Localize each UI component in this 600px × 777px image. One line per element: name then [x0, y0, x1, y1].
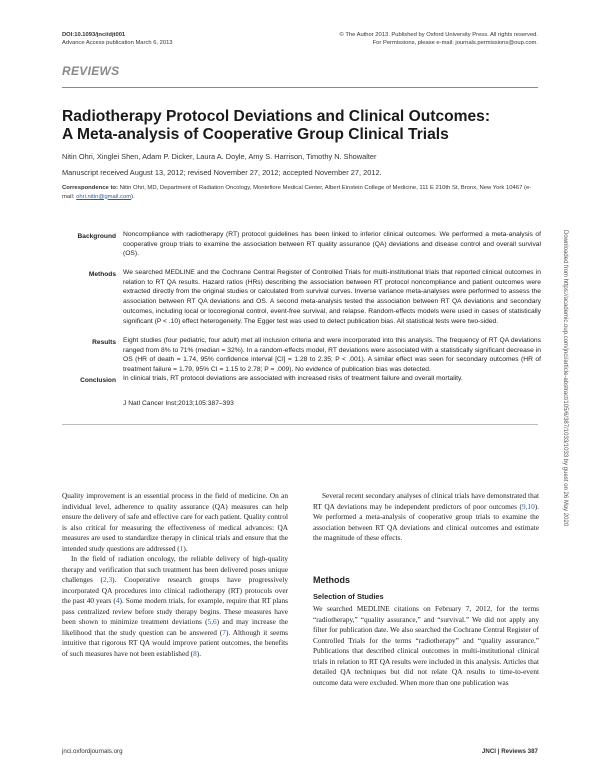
doi: DOI:10.1093/jnci/djt001 [62, 32, 126, 38]
reference-link[interactable]: 5,6 [207, 617, 217, 626]
correspondence [62, 184, 542, 201]
advance-access: Advance Access publication March 6, 2013 [62, 39, 173, 46]
reference-link[interactable]: 1 [179, 543, 184, 553]
reference-link[interactable]: 2,3 [102, 575, 113, 584]
intro-paragraph-2 [62, 554, 288, 659]
text-run: ). [196, 648, 202, 658]
intro-paragraph-3 [313, 491, 539, 544]
download-note-text: Downloaded from https://academic.oup.com/jnci/article-abstract/105/6/387/1033/1033 by guest on 26 May 2020 [562, 230, 568, 527]
abstract-conclusion: In clinical trials, RT protocol deviations are associated with increased risks of treatment failure and overall mortality. [123, 375, 463, 382]
title-line-1: Radiotherapy Protocol Deviations and Clinical Outcomes: [62, 108, 491, 125]
correspondence-email[interactable]: ohri.nitin@gmail.com [76, 193, 132, 200]
author-list: Nitin Ohri, Xinglei Shen, Adam P. Dicker, Laura A. Doyle, Amy S. Harrison, Timothy N. Showalter [62, 152, 377, 161]
abstract-results: Eight studies (four pediatric, four adult) met all inclusion criteria and were incorporated into this analysis. The frequency of RT QA deviations ranged from 8% to 71% (median = 32%). In a random-effects model, RT deviations were associated with a statistically significant decrease in OS (HR of death = 1.74, 95% confidence interval [CI] = 1.28 to 2.35; P < .001). A similar effect was seen for secondary outcomes (HR of treatment failure = 1.79, 95% CI = 1.15 to 2.78; P = .009). No evidence of publication bias was detected. [123, 337, 541, 374]
methods-heading: Methods [313, 575, 350, 585]
correspondence-close: ). [131, 193, 135, 200]
doi-line [62, 32, 173, 47]
reference-link[interactable]: 8 [193, 648, 197, 658]
permissions: For Permissions, please e-mail: journals.permissions@oup.com. [372, 39, 538, 46]
intro-paragraph-1 [62, 491, 288, 554]
journal-citation: J Natl Cancer Inst;2013;105:387–393 [123, 400, 234, 407]
footer-page: JNCI | Reviews 387 [481, 748, 538, 755]
text-run: Several recent secondary analyses of clinical trials have demonstrated that RT QA deviations may be independent predictors of poor outcomes ( [313, 491, 539, 511]
text-run: ). Some modern trials, for example, require that RT plans pass centralized review before study therapy begins. These measures have been shown to minimize treatment deviations ( [62, 596, 288, 626]
correspondence-text: Nitin Ohri, MD, Department of Radiation Oncology, Montefiore Medical Center, Albert Einstein College of Medicine, 111 E 210th St, Bronx, New York 10467 (e-mail: [62, 185, 532, 200]
abstract-methods-label: Methods [88, 271, 116, 278]
manuscript-dates: Manuscript received August 13, 2012; revised November 27, 2012; accepted November 27, 2012. [62, 168, 382, 177]
abstract-background-label: Background [77, 233, 116, 240]
left-column [62, 491, 288, 659]
section-label: REVIEWS [62, 64, 120, 78]
abstract-results-label: Results [92, 339, 116, 346]
text-run: ). Although it seems intuitive that rigorous RT QA would improve patient outcomes, the benefits of such measures have not been established ( [62, 627, 288, 658]
footer-url[interactable]: jnci.oxfordjournals.org [62, 748, 123, 755]
text-run: Quality improvement is an essential process in the field of medicine. On an individual level, adherence to quality assurance (QA) measures can help ensure the delivery of safe and effective care for each patient. Quality control is also critical for measuring the effectiveness of medical advances: QA measures are used to standardize therapy in clinical trials and ensure that the intended study questions are addressed ( [62, 491, 288, 553]
copyright: © The Author 2013. Published by Oxford University Press. All rights reserved. [339, 32, 538, 38]
methods-paragraph [313, 604, 539, 688]
text-run: ) and may increase the likelihood that the study question can be answered ( [62, 617, 289, 637]
text-run: ). [183, 543, 188, 553]
correspondence-label: Correspondence to: [62, 185, 118, 191]
reference-link[interactable]: 4 [115, 596, 120, 605]
copyright-block [340, 32, 538, 47]
abstract-conclusion-label: Conclusion [80, 377, 116, 384]
reference-link[interactable]: 7 [222, 627, 226, 637]
text-run: In the field of radiation oncology, the reliable delivery of high-quality therapy and verification that such treatment has been delivered poses unique challenges ( [62, 554, 288, 584]
selection-heading: Selection of Studies [313, 592, 384, 601]
header-rule [62, 87, 538, 88]
title-line-2: A Meta-analysis of Cooperative Group Clinical Trials [62, 126, 449, 143]
selection-paragraph: We searched MEDLINE citations on February 7, 2012, for the terms “radiotherapy,” “quality assurance,” and “survival.” We did not apply any filter for publication date. We also searched the Cochrane Central Register of Controlled Trials for the terms “radiotherapy” and “quality assurance.” Publications that described clinical outcomes in multi-institutional clinical trials in relation to RT QA results were included in this analysis. Articles that detailed QA techniques but did not relate QA results to time-to-event outcome data were excluded. When more than one publication was [313, 604, 539, 687]
article-title [62, 108, 532, 144]
abstract-rule [62, 424, 538, 425]
download-note [560, 230, 572, 580]
right-column [313, 491, 539, 544]
text-run: ). We performed a meta-analysis of cooperative group trials to examine the association between RT QA deviations and clinical outcomes and estimate the magnitude of these effects. [313, 501, 539, 542]
text-run: ). Cooperative research groups have progressively incorporated QA procedures into clinical radiotherapy (RT) protocols over the past 40 years ( [62, 575, 288, 605]
abstract-background: Noncompliance with radiotherapy (RT) protocol guidelines has been linked to inferior clinical outcomes. We performed a meta-analysis of cooperative group trials to examine the association between RT quality assurance (QA) deviations and disease control and overall survival (OS). [123, 231, 541, 258]
abstract-methods: We searched MEDLINE and the Cochrane Central Register of Controlled Trials for multi-institutional trials that reported clinical outcomes in relation to RT QA results. Hazard ratios (HRs) describing the association between RT protocol noncompliance and patient outcomes were extracted directly from the original studies or calculated from survival curves. Inverse variance meta-analyses were performed to assess the association between RT QA deviations and OS. A second meta-analysis tested the association between RT QA deviations and secondary outcomes, including local or locoregional control, event-free survival, and relapse. Random-effects models were used in cases of statistically significant (P < .10) effect heterogeneity. The Egger test was used to detect publication bias. All statistical tests were two-sided. [123, 269, 541, 325]
reference-link[interactable]: 9,10 [521, 501, 535, 511]
